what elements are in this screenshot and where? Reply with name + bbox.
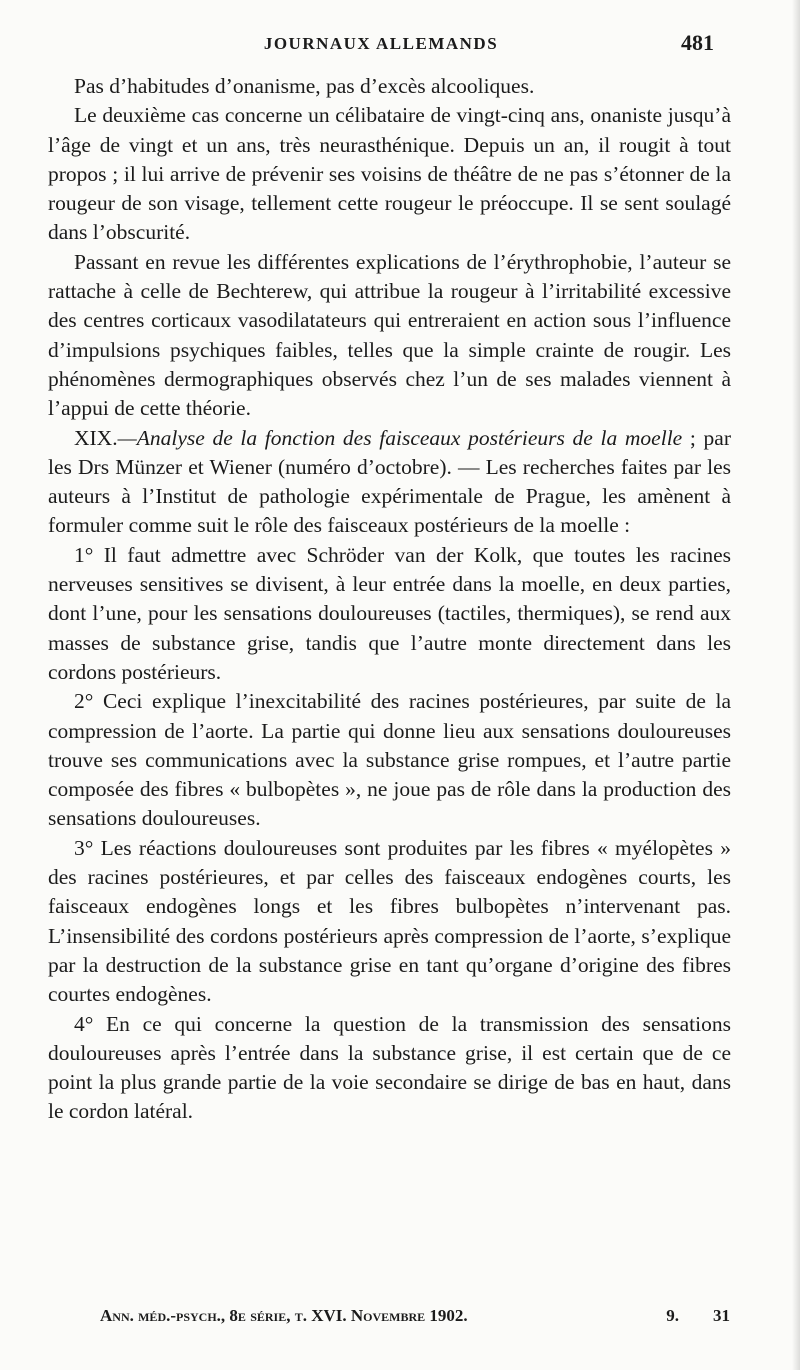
signature-mark: 31 (713, 1306, 730, 1325)
paragraph-4 (48, 424, 731, 541)
paragraph-3: Passant en revue les différentes explications de l’érythrophobie, l’auteur se rattache à celle de Bechterew, qui attribue la rougeur à l’irritabilité excessive des centres corticaux vasodilatateurs qui entreraient en action sous l’influence d’impulsions psychiques faibles, telles que la simple crainte de rougir. Les phénomènes dermographiques observés chez l’un de ses malades viennent à l’appui de cette théorie. (48, 249, 731, 421)
page-number: 481 (681, 30, 714, 55)
section-number: XIX. (74, 425, 118, 450)
journal-reference: Ann. méd.-psych., 8e série, t. XVI. Novembre 1902. (100, 1306, 468, 1325)
page-header (48, 30, 714, 62)
page-edge-shadow (792, 0, 800, 1370)
signature-sheet: 9. (666, 1306, 679, 1325)
running-head: JOURNAUX ALLEMANDS (263, 34, 499, 53)
paragraph-1: Pas d’habitudes d’onanisme, pas d’excès alcooliques. (74, 74, 535, 98)
paragraph-7: 3° Les réactions douloureuses sont produites par les fibres « myélopètes » des racines postérieures, et par celles des faisceaux endogènes courts, les faisceaux endogènes longs et les fibres bulbopètes n’intervenant pas. L’insensibilité des cordons postérieurs après compression de l’aorte, s’explique par la destruction de la substance grise en tant qu’organe d’origine des fibres courtes endogènes. (48, 835, 731, 1007)
section-title: —Analyse de la fonction des faisceaux postérieurs de la moelle (117, 425, 683, 450)
signature-marks (632, 1306, 730, 1326)
paragraph-6: 2° Ceci explique l’inexcitabilité des racines postérieures, par suite de la compression de l’aorte. La partie qui donne lieu aux sensations douloureuses trouve ses communications avec la substance grise rompues, et l’autre partie composée des fibres « bulbopètes », ne joue pas de rôle dans la production des sensations douloureuses. (48, 689, 731, 831)
page-footer (100, 1306, 730, 1326)
paragraph-2: Le deuxième cas concerne un célibataire de vingt-cinq ans, onaniste jusqu’à l’âge de vingt et un ans, très neurasthénique. Depuis un an, il rougit à tout propos ; il lui arrive de prévenir ses voisins de théâtre de ne pas s’étonner de la rougeur de son visage, tellement cette rougeur le préoccupe. Il se sent soulagé dans l’obscurité. (48, 103, 731, 245)
section-intro: ; par les Drs Münzer et Wiener (numéro d’octobre). — Les recherches faites par les auteurs à l’Institut de pathologie expérimentale de Prague, les amènent à formuler comme suit le rôle des faisceaux postérieurs de la moelle : (48, 425, 731, 538)
paragraph-5: 1° Il faut admettre avec Schröder van der Kolk, que toutes les racines nerveuses sensitives se divisent, à leur entrée dans la moelle, en deux parties, dont l’une, pour les sensations douloureuses (tactiles, thermiques), se rend aux masses de substance grise, tandis que l’autre monte directement dans les cordons postérieurs. (48, 542, 731, 684)
body-text (48, 72, 731, 1127)
paragraph-8: 4° En ce qui concerne la question de la transmission des sensations douloureuses après l’entrée dans la substance grise, il est certain que de ce point la plus grande partie de la voie secondaire se dirige de bas en haut, dans le cordon latéral. (48, 1011, 731, 1124)
